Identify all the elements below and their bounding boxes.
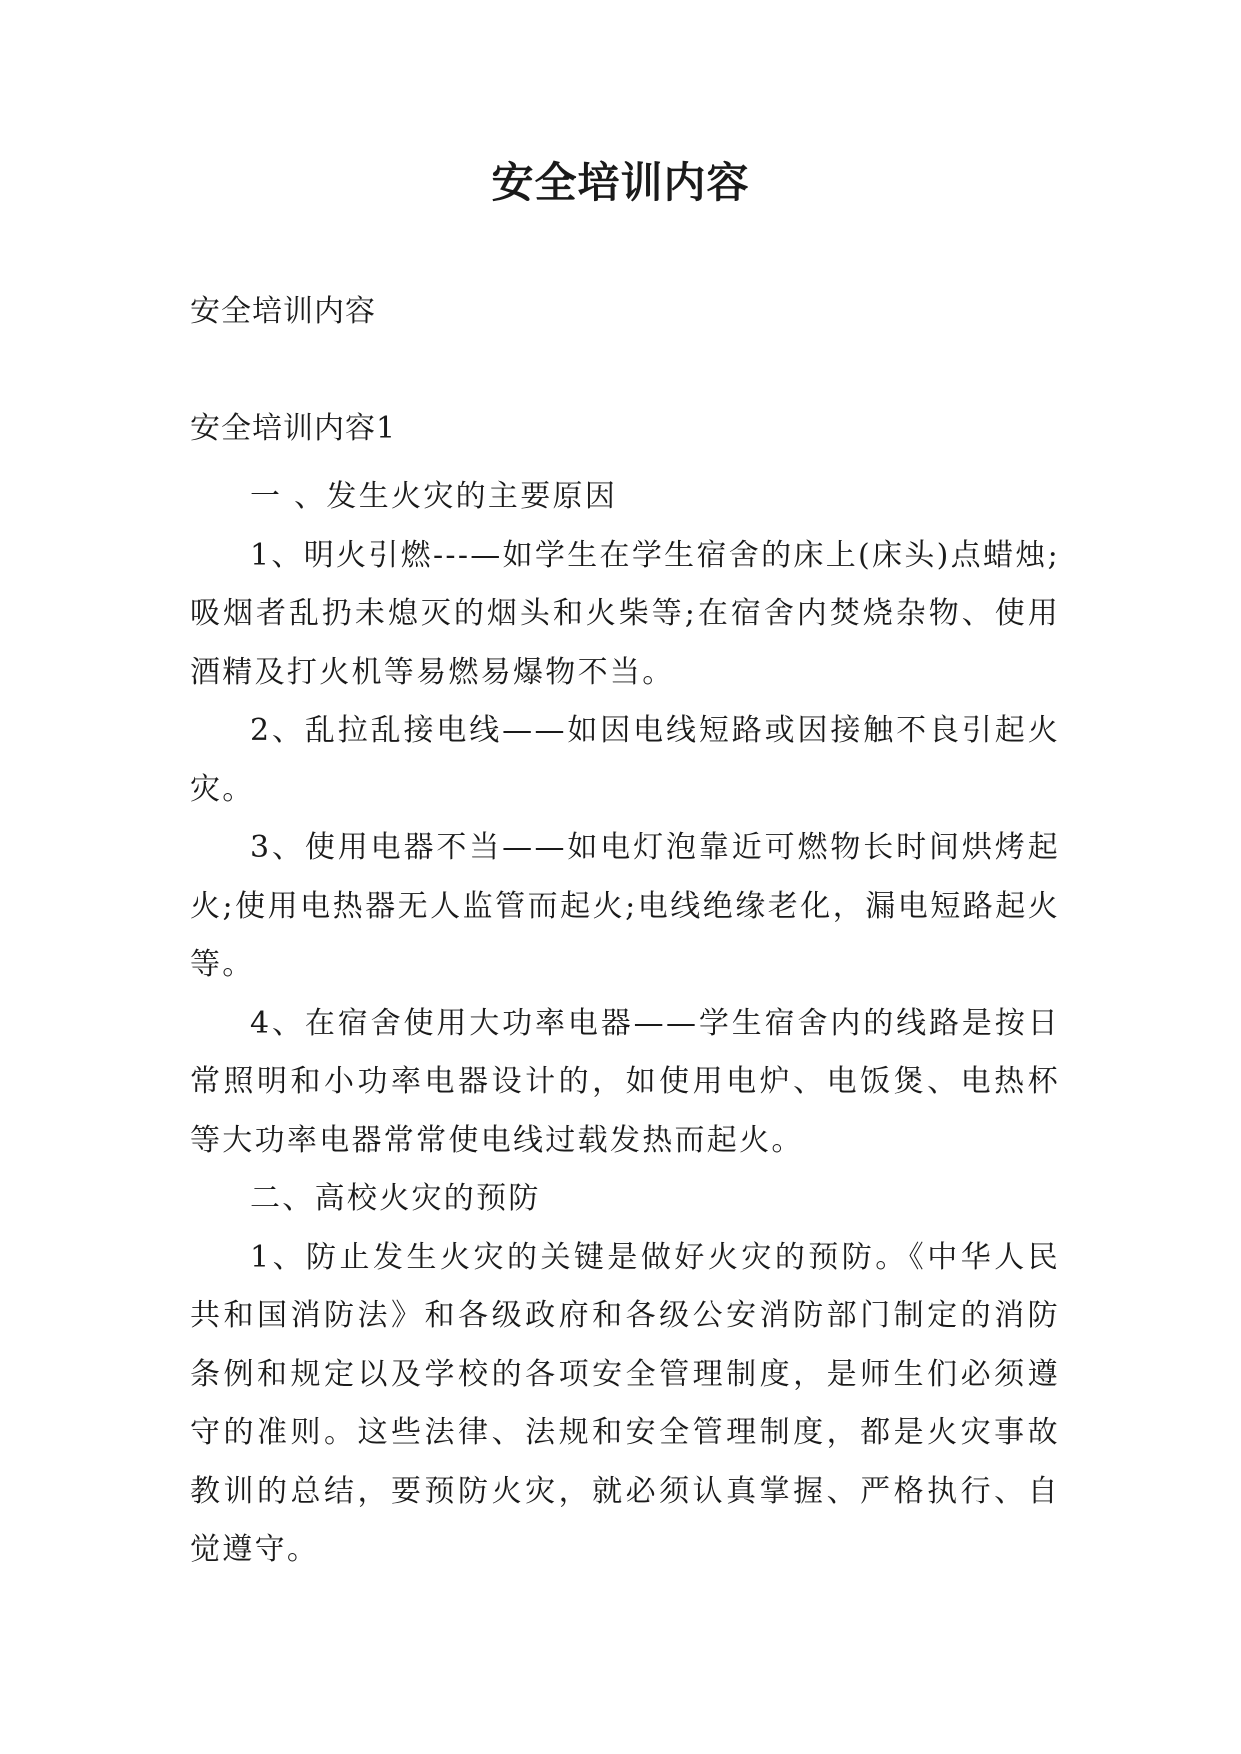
paragraph-prevention-key: 1、防止发生火灾的关键是做好火灾的预防。《中华人民共和国消防法》和各级政府和各级公安消防部门制定的消防条例和规定以及学校的各项安全管理制度，是师生们必须遵守的准则。这些法律、法规和安全管理制度，都是火灾事故教训的总结，要预防火灾，就必须认真掌握、严格执行、自觉遵守。 — [190, 1239, 1060, 1567]
heading-fire-prevention: 二、高校火灾的预防 — [250, 1181, 541, 1216]
paragraph-open-flame: 1、明火引燃---—如学生在学生宿舍的床上(床头)点蜡烛;吸烟者乱扔未熄灭的烟头和火柴等;在宿舍内焚烧杂物、使用酒精及打火机等易燃易爆物不当。 — [190, 537, 1060, 690]
paragraph-wiring: 2、乱拉乱接电线——如因电线短路或因接触不良引起火灾。 — [190, 713, 1060, 807]
document-body — [190, 468, 1060, 1580]
heading-fire-causes: 一 、发生火灾的主要原因 — [250, 479, 618, 514]
document-title: 安全培训内容 — [491, 158, 750, 207]
section-title: 安全培训内容1 — [190, 411, 397, 446]
paragraph-high-power-appliances: 4、在宿舍使用大功率电器——学生宿舍内的线路是按日常照明和小功率电器设计的，如使用电炉、电饭煲、电热杯等大功率电器常常使电线过载发热而起火。 — [190, 1005, 1060, 1158]
document-subtitle: 安全培训内容 — [190, 294, 376, 329]
paragraph-appliance-misuse: 3、使用电器不当——如电灯泡靠近可燃物长时间烘烤起火;使用电热器无人监管而起火;电线绝缘老化，漏电短路起火等。 — [190, 830, 1060, 982]
